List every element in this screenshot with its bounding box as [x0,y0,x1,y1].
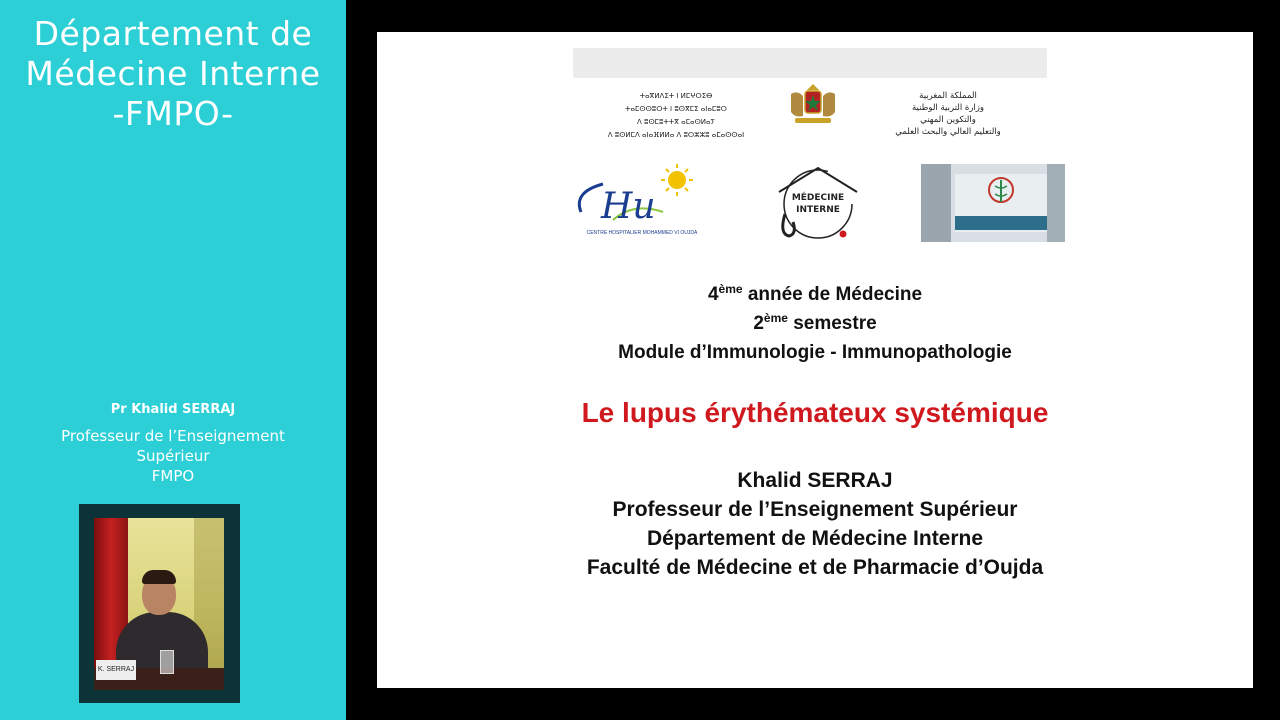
faculty-emblem-icon [983,176,1019,206]
mi-line: INTERNE [796,205,840,215]
arabic-line: وزارة التربية الوطنية [911,103,985,113]
institution-logos [573,162,1073,244]
building-right [1047,164,1065,242]
arabic-line: والتكوين المهني [920,115,976,125]
presenter-photo-frame [79,504,240,703]
tifinagh-line: ⵜⴰⵎⵙⵙⵓⵔⵜ ⵏ ⵓⵙⴳⵎⵉ ⴰⵏⴰⵎⵓⵔ [625,105,727,113]
ministry-header [573,40,1053,139]
course-year [377,280,1253,309]
year-num: 4 [707,284,719,305]
arabic-line: المملكة المغربية [919,91,977,101]
author-info [377,466,1253,582]
course-semester [377,309,1253,338]
sem-rest: semestre [787,313,877,334]
sem-num: 2 [753,313,764,334]
tifinagh-line: ⴷ ⵓⵙⵍⵎⴷ ⴰⵏⴰⴼⵍⵍⴰ ⴷ ⵓⵔⵣⵣⵓ ⴰⵎⴰⵙⵙⴰⵏ [607,131,745,139]
author-line: Département de Médecine Interne [646,527,984,550]
chu-sun-icon [573,162,711,232]
building-left [921,164,951,242]
morocco-emblem-icon [785,82,841,126]
lecture-title: Le lupus érythémateux systémique [581,397,1049,428]
photo-person-hair [142,570,176,584]
presenter-info [0,400,346,486]
header-band [573,48,1047,78]
presenter-role [0,426,346,486]
tifinagh-line: ⴷ ⵓⵙⵎⵓⵜⵜⴳ ⴰⵎⴰⵙⵍⴰⵢ [637,118,715,126]
course-module: Module d’Immunologie - Immunopathologie [618,342,1012,363]
arabic-line: والتعليم العالي والبحث العلمي [895,127,1001,137]
presenter-role-line: Supérieur [136,447,210,465]
photo-nameplate: K. SERRAJ [96,660,136,680]
presenter-role-line: FMPO [151,467,195,485]
sem-sup: ème [763,311,788,325]
presenter-name: Pr Khalid SERRAJ [110,402,236,417]
medecine-interne-logo-text [781,192,855,216]
sidebar-panel [0,0,346,720]
author-line: Khalid SERRAJ [737,469,893,492]
photo-glass [160,650,174,674]
author-line: Faculté de Médecine et de Pharmacie d’Oujda [586,556,1044,579]
ministry-tifinagh-text [581,90,771,142]
department-title-line: -FMPO- [112,94,234,133]
year-rest: année de Médecine [742,284,923,305]
presenter-role-line: Professeur de l’Enseignement [61,427,285,445]
faculty-building-photo [921,164,1065,242]
course-info [377,280,1253,367]
medecine-interne-logo [759,162,877,244]
mi-line: MÉDECINE [791,193,845,203]
department-title-line: Médecine Interne [25,54,321,93]
ministry-arabic-text [853,90,1043,138]
department-title-line: Département de [33,14,313,53]
presentation-slide [377,32,1253,688]
department-title [0,14,346,134]
chu-logo-caption: CENTRE HOSPITALIER MOHAMMED VI OUJDA [586,230,698,236]
presenter-photo [94,518,224,690]
svg-text:Hu: Hu [601,186,656,227]
author-line: Professeur de l’Enseignement Supérieur [612,498,1018,521]
tifinagh-line: ⵜⴰⴳⵍⴷⵉⵜ ⵏ ⵍⵎⵖⵔⵉⴱ [639,92,713,100]
chu-logo [573,162,711,244]
faculty-sign-bar [955,216,1047,230]
year-sup: ème [718,282,743,296]
